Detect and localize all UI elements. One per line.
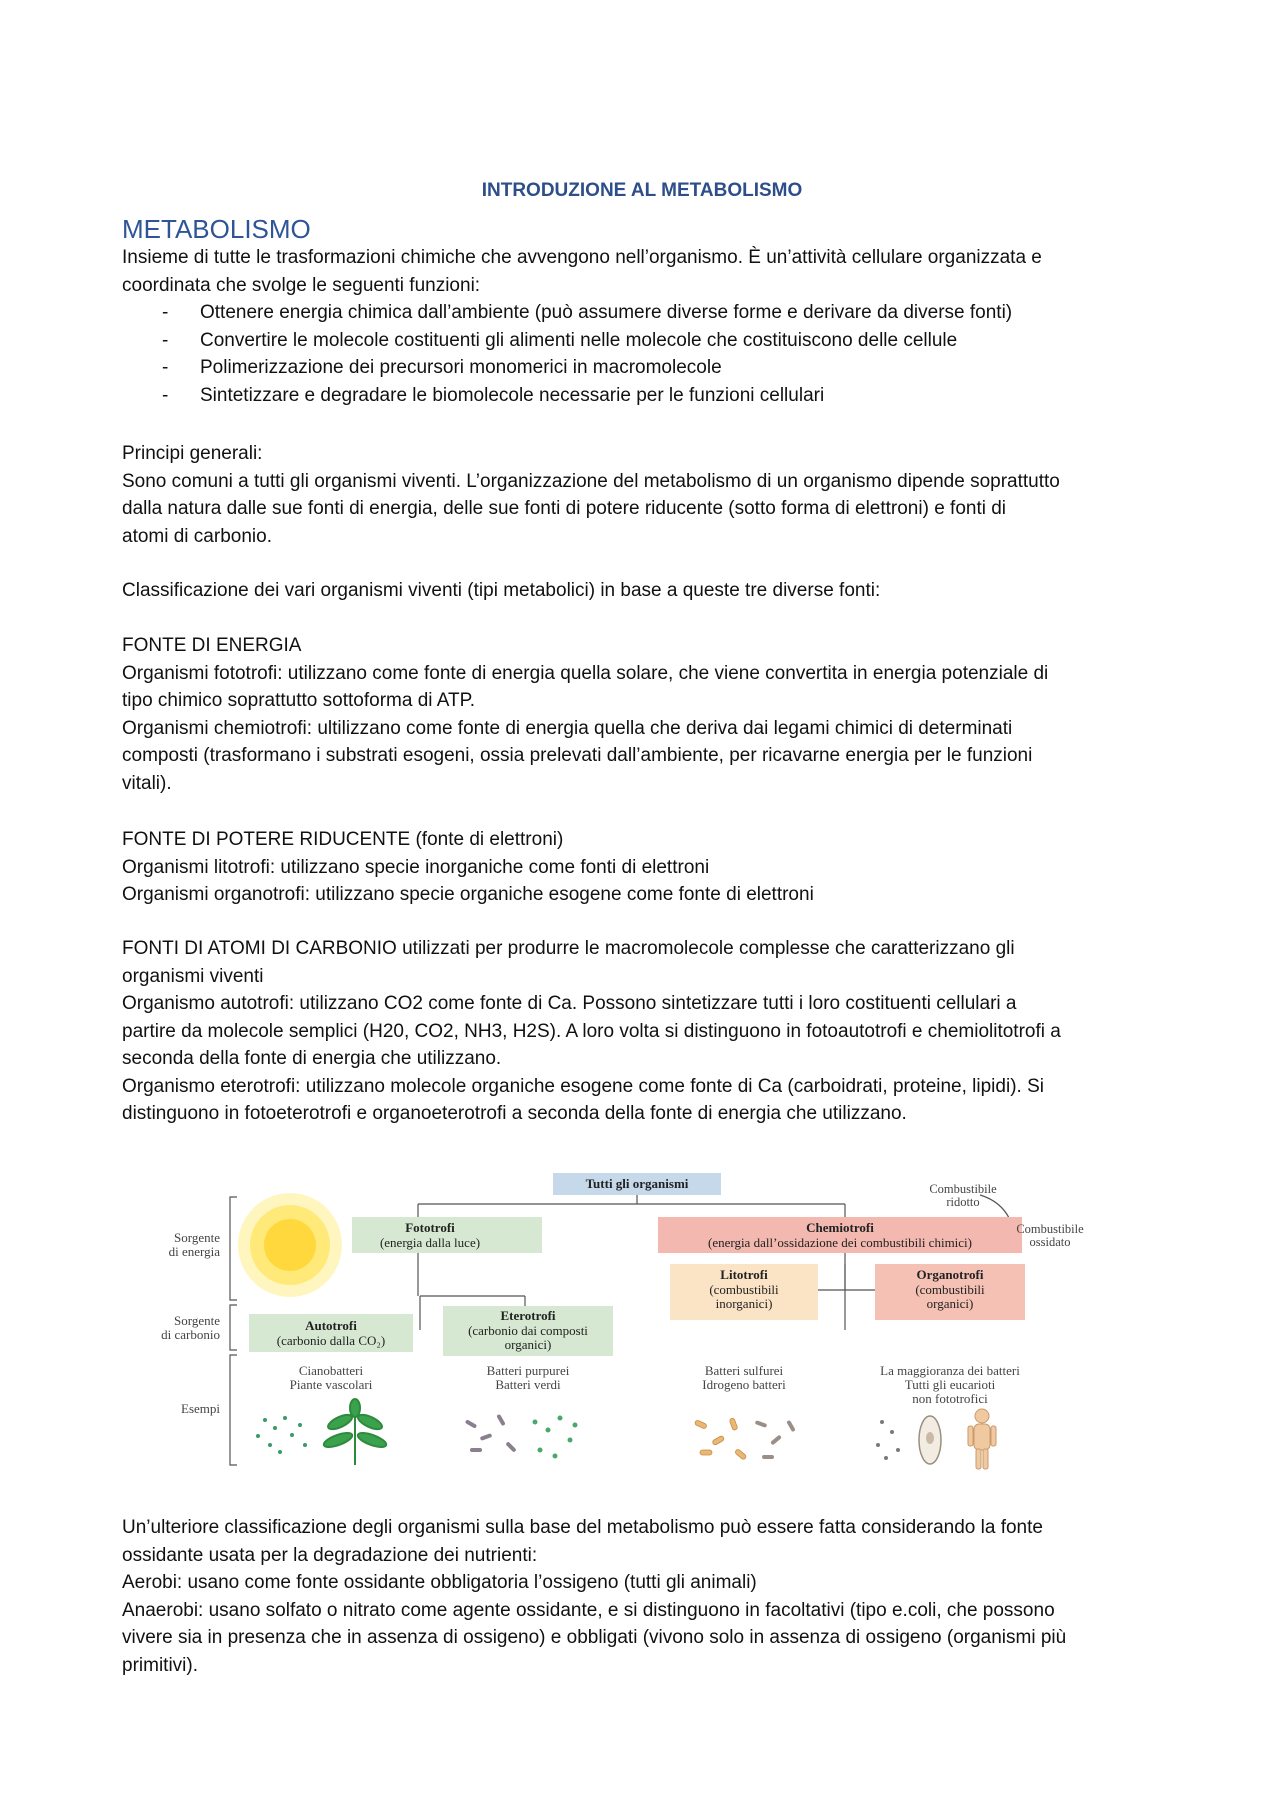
list-item: - Convertire le molecole costituenti gli alimenti nelle molecole che costituiscono delle cellule bbox=[122, 327, 1172, 355]
text-line: FONTI DI ATOMI DI CARBONIO utilizzati per produrre le macromolecole complesse che caratterizzano gli bbox=[122, 938, 1015, 959]
text-line: Sono comuni a tutti gli organismi viventi. L’organizzazione del metabolismo di un organismo dipende soprattutto bbox=[122, 470, 1060, 492]
fuel-reduced-2: ridotto bbox=[946, 1195, 980, 1209]
section-heading: METABOLISMO bbox=[122, 214, 311, 244]
example-auto-2: Piante vascolari bbox=[289, 1377, 373, 1392]
list-item: - Polimerizzazione dei precursori monomerici in macromolecole bbox=[122, 354, 1172, 382]
example-organo-3: non fototrofici bbox=[912, 1391, 988, 1406]
text-line: Organismi organotrofi: utilizzano specie organiche esogene come fonte di elettroni bbox=[122, 884, 814, 905]
organotrofi-sub2: organici) bbox=[926, 1296, 974, 1311]
protozoan-icon bbox=[919, 1416, 941, 1464]
text-line: dalla natura dalle sue fonti di energia, delle sue fonti di potere riducente (sotto forma di elettroni) e fonti di bbox=[122, 498, 1007, 519]
row-label-energy-1: Sorgente bbox=[174, 1230, 220, 1245]
chemiotrofi-title: Chemiotrofi bbox=[806, 1220, 874, 1235]
list-item: - Ottenere energia chimica dall’ambiente (può assumere diverse forme e derivare da diverse fonti) bbox=[122, 299, 1172, 327]
root-label: Tutti gli organismi bbox=[585, 1176, 689, 1191]
autotrofi-title: Autotrofi bbox=[305, 1318, 357, 1333]
text-line: Organismo eterotrofi: utilizzano molecole organiche esogene come fonte di Ca (carboidrati, proteine, lipidi). Si bbox=[122, 1075, 1044, 1097]
purple-bacteria-icon bbox=[465, 1414, 517, 1453]
text-line: distinguono in fotoeterotrofi e organoeterotrofi a seconda della fonte di energia che utilizzano. bbox=[122, 1103, 907, 1124]
organotrofi-sub1: (combustibili bbox=[915, 1282, 985, 1297]
text-line: Organismo autotrofi: utilizzano CO2 come fonte di Ca. Possono sintetizzare tutti i loro costituenti cellulari a bbox=[122, 993, 1017, 1014]
text-line: vivere sia in presenza che in assenza di ossigeno) e obbligati (vivono solo in assenza di ossigeno (organismi più bbox=[122, 1627, 1067, 1648]
energy-heading: FONTE DI ENERGIA bbox=[122, 635, 302, 656]
text-line: ossidante usata per la degradazione dei nutrienti: bbox=[122, 1544, 538, 1566]
hydrogen-bacteria-icon bbox=[755, 1420, 796, 1459]
oxidant-section bbox=[122, 1514, 1172, 1679]
text-line: organismi viventi bbox=[122, 965, 264, 987]
row-label-carbon-2: di carbonio bbox=[161, 1327, 220, 1342]
carbon-section bbox=[122, 935, 1172, 1128]
row-label-energy-2: di energia bbox=[168, 1244, 220, 1259]
litotrofi-sub2: inorganici) bbox=[715, 1296, 773, 1311]
text-line: composti (trasformano i substrati esogeni, ossia prelevati dall’ambiente, per ricavarne energia per le funzioni bbox=[122, 745, 1033, 766]
plant-icon bbox=[322, 1399, 388, 1465]
human-icon bbox=[968, 1409, 996, 1469]
example-lito-2: Idrogeno batteri bbox=[702, 1377, 786, 1392]
text-line: coordinata che svolge le seguenti funzioni: bbox=[122, 274, 481, 296]
litotrofi-sub1: (combustibili bbox=[709, 1282, 779, 1297]
principles-paragraph bbox=[122, 440, 1172, 550]
green-bacteria-icon bbox=[533, 1416, 578, 1459]
text-line: atomi di carbonio. bbox=[122, 525, 272, 547]
text-line: primitivi). bbox=[122, 1654, 198, 1676]
chemiotrofi-sub: (energia dall’ossidazione dei combustibili chimici) bbox=[707, 1235, 973, 1250]
text-line: partire da molecole semplici (H20, CO2, NH3, H2S). A loro volta si distinguono in fotoautotrofi e chemiolitotrofi a bbox=[122, 1020, 1061, 1042]
example-auto-1: Cianobatteri bbox=[298, 1363, 364, 1378]
reducing-section bbox=[122, 826, 1172, 909]
example-etero-2: Batteri verdi bbox=[495, 1377, 561, 1392]
text-line: Insieme di tutte le trasformazioni chimiche che avvengono nell’organismo. È un’attività cellulare organizzata e bbox=[122, 247, 1042, 268]
eterotrofi-sub2: organici) bbox=[504, 1337, 552, 1352]
sulfur-bacteria-icon bbox=[694, 1418, 747, 1460]
metabolic-types-diagram bbox=[130, 1160, 1084, 1480]
example-etero-1: Batteri purpurei bbox=[486, 1363, 570, 1378]
row-label-carbon-1: Sorgente bbox=[174, 1313, 220, 1328]
fototrofi-title: Fototrofi bbox=[405, 1220, 455, 1235]
text-line: seconda della fonte di energia che utilizzano. bbox=[122, 1048, 502, 1069]
example-organo-1: La maggioranza dei batteri bbox=[880, 1363, 1020, 1378]
organotrofi-title: Organotrofi bbox=[916, 1267, 984, 1282]
intro-paragraph bbox=[122, 244, 1172, 409]
row-label-examples: Esempi bbox=[181, 1401, 220, 1416]
text-line: tipo chimico soprattutto sottoforma di ATP. bbox=[122, 690, 476, 711]
text-line: Organismi fototrofi: utilizzano come fonte di energia quella solare, che viene convertita in energia potenziale di bbox=[122, 662, 1049, 684]
fototrofi-sub: (energia dalla luce) bbox=[379, 1235, 481, 1250]
text-line: Un’ulteriore classificazione degli organismi sulla base del metabolismo può essere fatta considerando la fonte bbox=[122, 1517, 1043, 1538]
fuel-oxidized-1: Combustibile bbox=[1016, 1222, 1084, 1236]
classification-intro bbox=[122, 577, 1172, 605]
energy-section bbox=[122, 632, 1172, 797]
text-line: Organismi chemiotrofi: ultilizzano come fonte di energia quella che deriva dai legami chimici di determinati bbox=[122, 717, 1013, 739]
fuel-oxidized-2: ossidato bbox=[1029, 1235, 1071, 1249]
sun-icon bbox=[238, 1193, 342, 1297]
functions-list bbox=[122, 299, 1172, 409]
principles-label: Principi generali: bbox=[122, 443, 263, 464]
reducing-heading: FONTE DI POTERE RIDUCENTE (fonte di elettroni) bbox=[122, 829, 564, 850]
list-item: - Sintetizzare e degradare le biomolecole necessarie per le funzioni cellulari bbox=[122, 382, 1172, 410]
eterotrofi-title: Eterotrofi bbox=[500, 1308, 556, 1323]
autotrofi-sub: (carbonio dalla CO₂) bbox=[276, 1333, 386, 1348]
text-line: Aerobi: usano come fonte ossidante obbligatoria l’ossigeno (tutti gli animali) bbox=[122, 1572, 757, 1593]
example-lito-1: Batteri sulfurei bbox=[704, 1363, 784, 1378]
text-line: vitali). bbox=[122, 772, 172, 794]
document-title: INTRODUZIONE AL METABOLISMO bbox=[481, 180, 803, 201]
eterotrofi-sub1: (carbonio dai composti bbox=[468, 1323, 588, 1338]
bacteria-cluster-icon bbox=[876, 1420, 900, 1460]
example-organo-2: Tutti gli eucarioti bbox=[904, 1377, 996, 1392]
text-line: Classificazione dei vari organismi viventi (tipi metabolici) in base a queste tre diverse fonti: bbox=[122, 580, 881, 601]
fuel-reduced-1: Combustibile bbox=[929, 1182, 997, 1196]
text-line: Anaerobi: usano solfato o nitrato come agente ossidante, e si distinguono in facoltativi (tipo e.coli, che possono bbox=[122, 1599, 1055, 1621]
text-line: Organismi litotrofi: utilizzano specie inorganiche come fonti di elettroni bbox=[122, 856, 710, 878]
cyanobacteria-icon bbox=[256, 1416, 307, 1454]
litotrofi-title: Litotrofi bbox=[720, 1267, 768, 1282]
